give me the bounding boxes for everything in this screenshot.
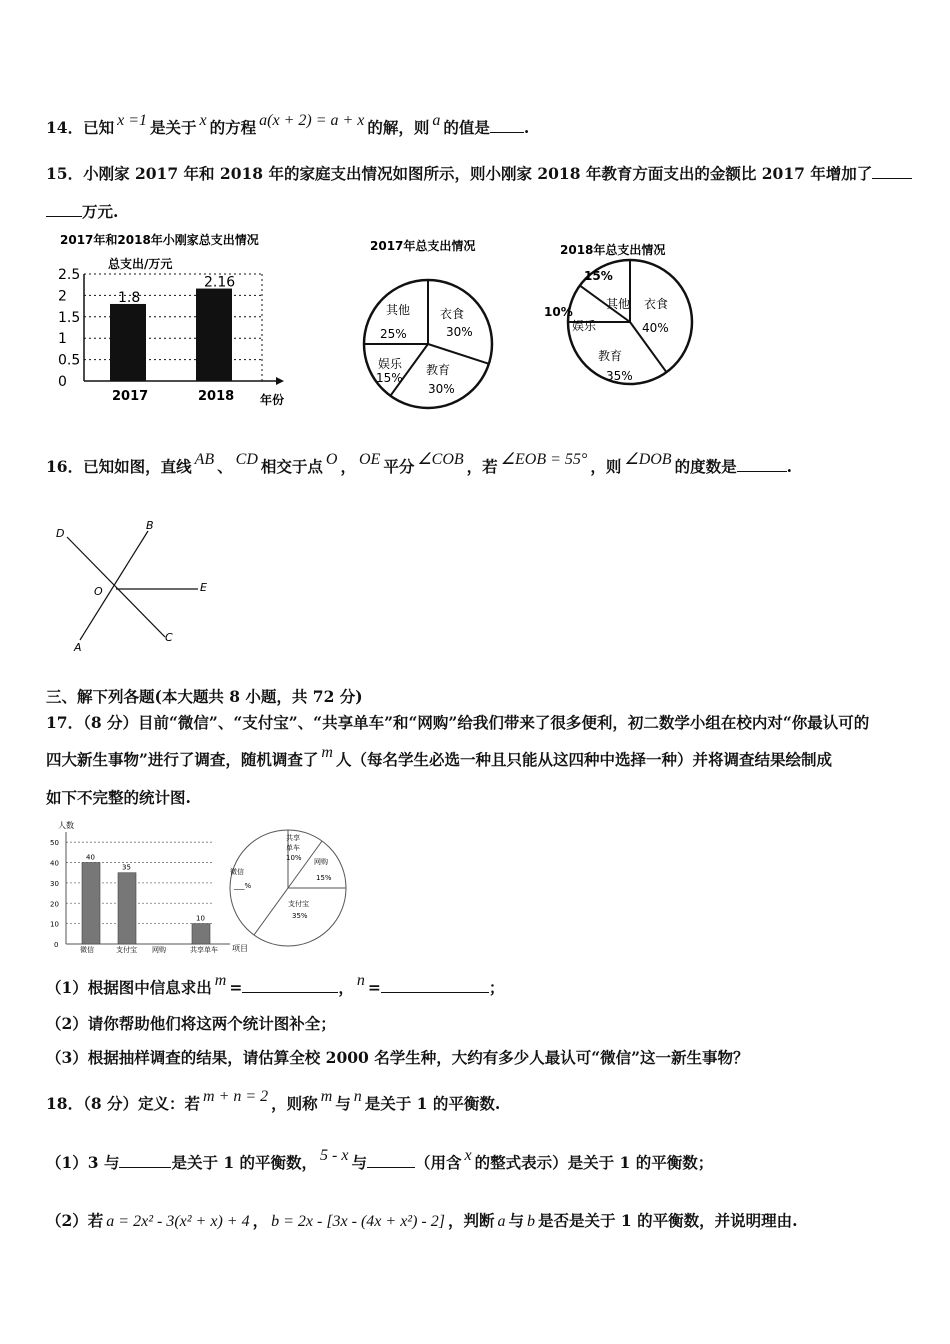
y-tick-label: 2.5 [58, 267, 81, 283]
slice-value: 40% [642, 321, 669, 335]
bar-共享单车 [192, 924, 210, 944]
y-tick-label: 30 [50, 879, 59, 888]
y-tick-label: 50 [50, 839, 59, 848]
pie-chart-survey [224, 824, 354, 954]
line-DC [67, 537, 165, 637]
slice-value: 30% [428, 382, 455, 396]
question-17-sub-2: （2）请你帮助他们将这两个统计图补全； [46, 1014, 336, 1033]
line-AB [80, 531, 148, 640]
slice-value: ___% [234, 882, 252, 890]
slice-value: 35% [292, 912, 308, 920]
geometry-figure-lines [50, 515, 220, 655]
slice-label: 娱乐 [572, 319, 597, 333]
chart-ylabel: 总支出/万元 [108, 257, 173, 271]
question-15: 15．小刚家 2017 年和 2018 年的家庭支出情况如图所示，则小刚家 2018 年教育方面支出的金额比 2017 年增加了 [46, 162, 912, 184]
bar-2018 [196, 289, 232, 381]
y-tick-label: 40 [50, 859, 59, 868]
x-tick-label: 2017 [112, 389, 149, 404]
bar-value-label: 2.16 [204, 274, 236, 291]
point-label-D: D [56, 527, 65, 540]
answer-blank[interactable] [490, 118, 524, 133]
question-18-sub-2: （2）若 a = 2x² - 3(x² + x) + 4 ， b = 2x - [3x - (4x + x²) - 2] ，判断 a 与 b 是否是关于 1 的平衡数，并说明理由. [46, 1211, 798, 1230]
answer-blank[interactable] [872, 164, 912, 179]
bar-chart-total-expense [54, 228, 294, 408]
slice-label-bike-part1: 共享 [286, 834, 300, 842]
point-label-O: O [94, 585, 103, 598]
question-17-sub-1: （1）根据图中信息求出 m = ， n = ； [46, 972, 505, 997]
bar-支付宝 [118, 873, 136, 944]
bar-value-label: 40 [86, 853, 95, 862]
answer-blank-m[interactable] [242, 978, 338, 993]
slice-label: 衣食 [440, 307, 465, 321]
bar-微信 [82, 863, 100, 944]
x-axis-arrow [276, 377, 284, 385]
y-tick-label: 2 [58, 288, 67, 305]
slice-value: 35% [606, 369, 633, 383]
point-label-B: B [146, 519, 154, 532]
bar-value-label: 10 [196, 914, 205, 923]
point-label-C: C [165, 631, 173, 644]
question-17-line-3: 如下不完整的统计图. [46, 788, 191, 807]
y-tick-label: 1 [58, 331, 67, 348]
question-15-cont: 万元. [46, 200, 118, 222]
x-tick-label: 微信 [80, 946, 94, 954]
answer-blank[interactable] [737, 457, 787, 472]
slice-value: 15% [584, 269, 613, 283]
chart-ylabel: 人数 [58, 821, 74, 830]
y-tick-label: 0 [58, 374, 67, 390]
y-tick-label: 1.5 [58, 309, 81, 326]
question-18-sub-1: （1）3 与 是关于 1 的平衡数， 5 - x 与 （用含 x 的整式表示）是关于 1 的平衡数； [46, 1147, 714, 1172]
slice-label: 微信 [230, 868, 244, 876]
answer-blank-n[interactable] [381, 978, 489, 993]
slice-value: 10% [544, 305, 573, 319]
question-18: 18．（8 分）定义：若 m + n = 2 ，则称 m 与 n 是关于 1 的平衡数. [46, 1088, 501, 1113]
answer-blank[interactable] [46, 202, 82, 217]
question-14: 14．已知 x =1 是关于 x 的方程 a(x + 2) = a + x 的解，则 a 的值是 . [46, 112, 530, 137]
pie-chart-2018 [540, 232, 700, 407]
slice-label: 其他 [386, 303, 411, 317]
answer-blank[interactable] [367, 1153, 415, 1168]
slice-label: 支付宝 [288, 900, 309, 908]
slice-label: 教育 [426, 363, 451, 377]
question-16: 16．已知如图，直线 AB 、 CD 相交于点 O ， OE 平分 ∠COB ，若 ∠EOB = 55° ，则 ∠DOB 的度数是 . [46, 451, 792, 476]
slice-label: 娱乐 [378, 357, 403, 371]
point-label-E: E [200, 581, 207, 594]
y-tick-label: 0 [54, 941, 59, 949]
slice-value: 15% [376, 371, 403, 385]
y-tick-label: 20 [50, 900, 59, 909]
slice-value: 25% [380, 327, 407, 341]
x-tick-label: 支付宝 [116, 946, 137, 954]
slice-value: 30% [446, 325, 473, 339]
point-label-A: A [74, 641, 82, 654]
answer-blank[interactable] [119, 1153, 171, 1168]
bar-value-label: 35 [122, 863, 131, 872]
y-tick-label: 10 [50, 920, 59, 929]
slice-value: 15% [316, 874, 332, 882]
x-tick-label: 共享单车 [190, 946, 218, 954]
question-17-line-2: 四大新生事物”进行了调查，随机调查了 m 人（每名学生必选一种且只能从这四种中选择一种）并将调查结果绘制成 [46, 744, 832, 769]
slice-label: 衣食 [644, 297, 669, 311]
bar-2017 [110, 304, 146, 381]
chart-title: 2017年总支出情况 [370, 239, 476, 253]
chart-title: 2017年和2018年小刚家总支出情况 [60, 233, 259, 247]
chart-xlabel: 年份 [260, 393, 285, 407]
y-tick-label: 0.5 [58, 352, 81, 369]
x-tick-label: 2018 [198, 389, 235, 404]
question-17-sub-3: （3）根据抽样调查的结果，请估算全校 2000 名学生种，大约有多少人最认可“微信”这一新生事物？ [46, 1048, 749, 1067]
section-3-heading: 三、解下列各题(本大题共 8 小题，共 72 分) [46, 687, 363, 706]
chart-title: 2018年总支出情况 [560, 243, 666, 257]
question-17-line-1: 17．（8 分）目前“微信”、“支付宝”、“共享单车”和“网购”给我们带来了很多便利，初二数学小组在校内对“你最认可的 [46, 713, 870, 732]
slice-label: 教育 [598, 349, 623, 363]
bar-value-label: 1.8 [118, 289, 141, 306]
slice-value: 10% [286, 854, 302, 862]
slice-label-bike-part2: 单车 [286, 844, 300, 852]
slice-label: 其他 [606, 297, 631, 311]
chart-xlabel: 项目 [232, 944, 248, 953]
slice-label: 网购 [314, 858, 328, 866]
pie-chart-2017 [356, 230, 501, 410]
x-tick-label: 网购 [152, 946, 166, 954]
